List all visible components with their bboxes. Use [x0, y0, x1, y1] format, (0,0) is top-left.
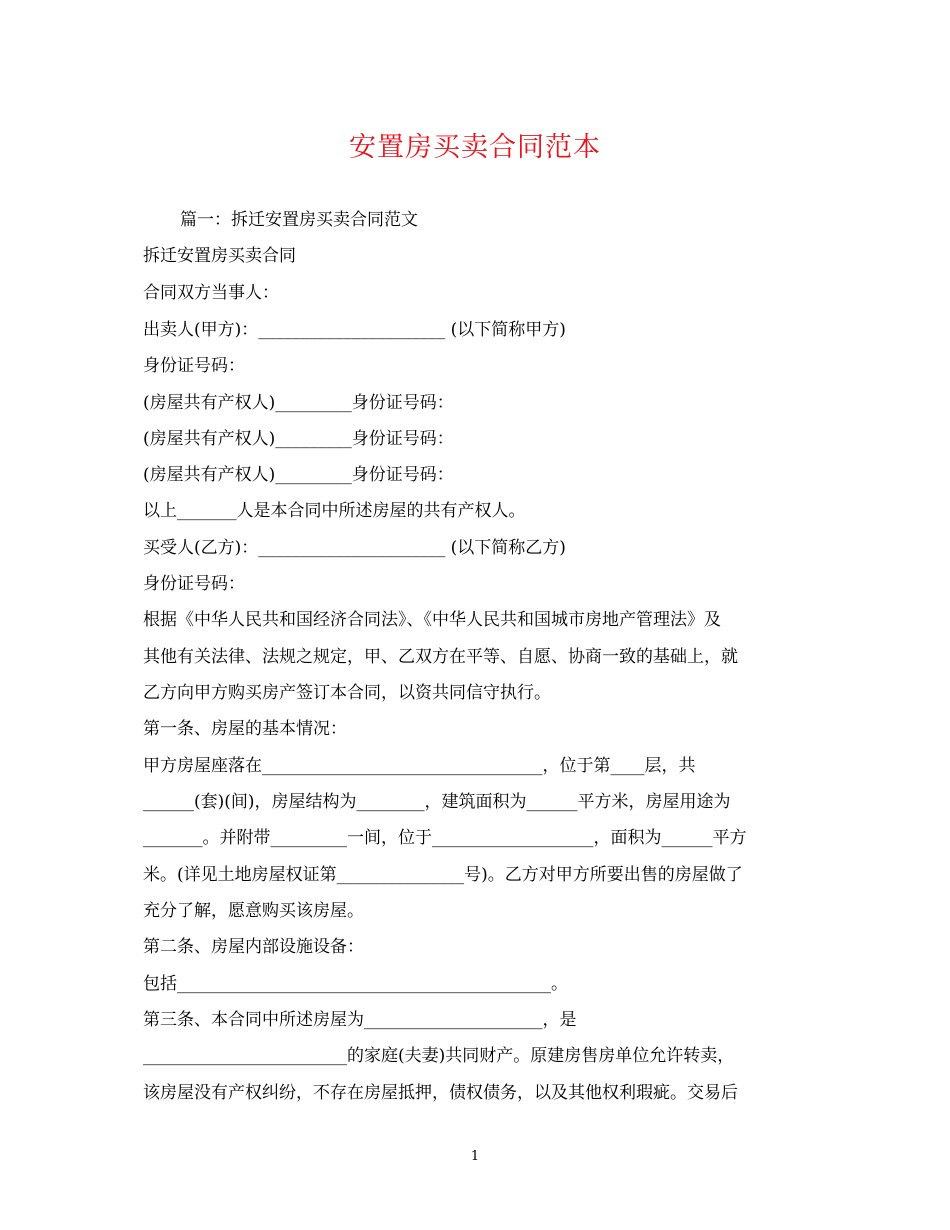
paragraph-line: 合同双方当事人： [143, 283, 279, 303]
paragraph-line: 充分了解，愿意购买该房屋。 [143, 901, 364, 921]
paragraph-line: ________________________的家庭(夫妻)共同财产。原建房售房单位允许转卖， [143, 1046, 735, 1066]
article-heading: 第一条、房屋的基本情况： [143, 719, 347, 739]
article-heading: 第三条、本合同中所述房屋为_____________________，是 [143, 1010, 577, 1030]
paragraph-line: 甲方房屋座落在_________________________________，位于第____层，共 [143, 756, 696, 776]
page-number: 1 [470, 1149, 480, 1164]
paragraph-line: 身份证号码： [143, 356, 245, 376]
seller-line: 出卖人(甲方)：______________________ (以下简称甲方) [143, 320, 566, 340]
co-owner-line: (房屋共有产权人)_________身份证号码： [143, 429, 454, 449]
paragraph-line: 该房屋没有产权纠纷，不存在房屋抵押，债权债务，以及其他权利瑕疵。交易后 [143, 1083, 738, 1103]
contract-heading: 拆迁安置房买卖合同 [143, 246, 296, 266]
section-heading: 篇一：拆迁安置房买卖合同范文 [180, 210, 418, 230]
article-heading: 第二条、房屋内部设施设备： [143, 937, 364, 957]
paragraph-line: 乙方向甲方购买房产签订本合同，以资共同信守执行。 [143, 683, 551, 703]
co-owner-line: (房屋共有产权人)_________身份证号码： [143, 465, 454, 485]
co-owner-line: (房屋共有产权人)_________身份证号码： [143, 393, 454, 413]
paragraph-line: ______(套)(间)，房屋结构为________，建筑面积为______平方米，房屋用途为 [143, 792, 731, 812]
paragraph-line: 其他有关法律、法规之规定，甲、乙双方在平等、自愿、协商一致的基础上，就 [143, 647, 738, 667]
document-title: 安置房买卖合同范本 [349, 132, 601, 163]
buyer-line: 买受人(乙方)：______________________ (以下简称乙方) [143, 538, 566, 558]
paragraph-line: 根据《中华人民共和国经济合同法》、《中华人民共和国城市房地产管理法》及 [143, 610, 721, 630]
paragraph-line: 包括____________________________________________。 [143, 974, 568, 994]
paragraph-line: 身份证号码： [143, 574, 245, 594]
paragraph-line: 以上_______人是本合同中所述房屋的共有产权人。 [143, 501, 526, 521]
paragraph-line: _______。并附带_________一间，位于___________________，面积为______平方 [143, 828, 747, 848]
paragraph-line: 米。(详见土地房屋权证第_______________号)。乙方对甲方所要出售的房屋做了 [143, 865, 743, 885]
